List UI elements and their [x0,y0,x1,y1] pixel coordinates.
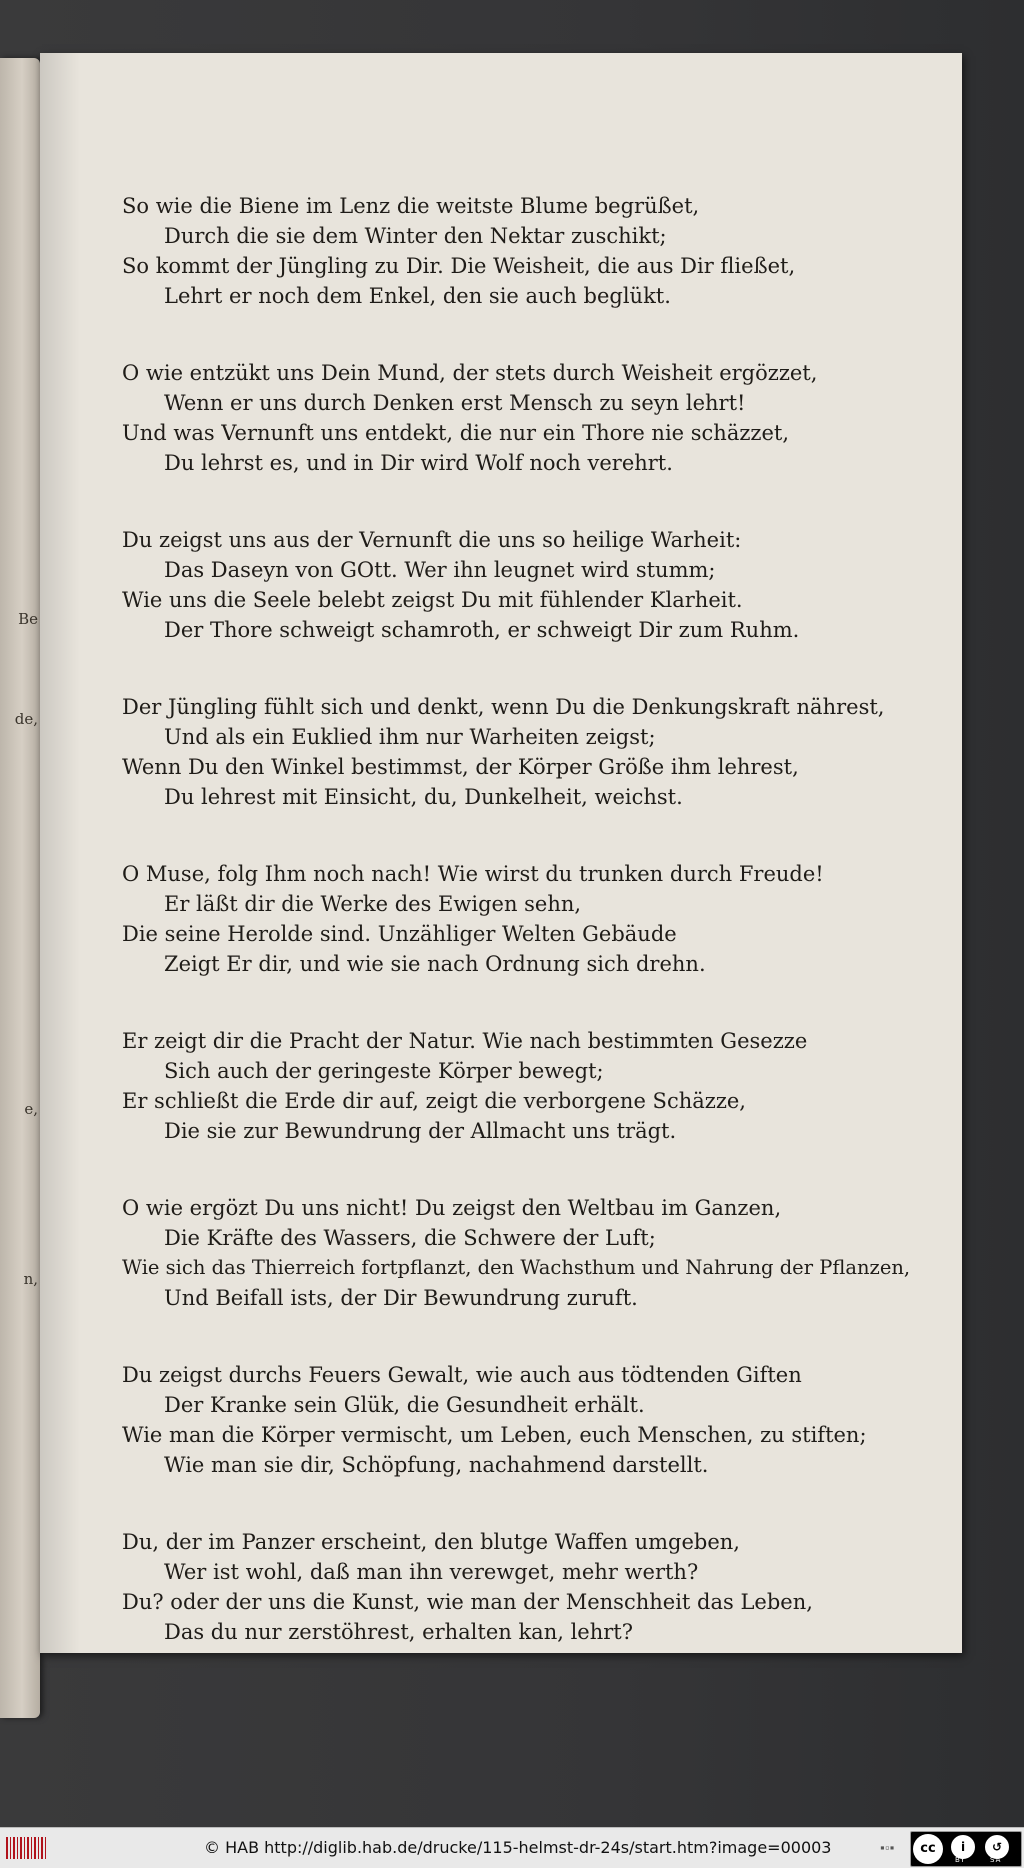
verse-line: Du lehrst es, und in Dir wird Wolf noch verehrt. [164,451,673,475]
book-page [40,53,962,1653]
verse-line: Der Kranke sein Glük, die Gesundheit erhält. [164,1393,645,1417]
verse-line: O wie ergözt Du uns nicht! Du zeigst den Weltbau im Ganzen, [122,1196,782,1220]
attribution-icon: i [951,1835,975,1859]
facing-page-fragment: e, [24,1100,38,1118]
verse-line: Wenn er uns durch Denken erst Mensch zu seyn lehrt! [164,391,746,415]
facing-page-edge [0,58,40,1718]
stanza [122,525,922,645]
verse-line: Du, der im Panzer erscheint, den blutge Waffen umgeben, [122,1530,740,1554]
stanza [122,358,922,478]
cc-license-badge[interactable] [910,1831,1022,1867]
verse-line: O wie entzükt uns Dein Mund, der stets durch Weisheit ergözzet, [122,361,818,385]
verse-line: So wie die Biene im Lenz die weitste Blume begrüßet, [122,194,700,218]
verse-line: Sich auch der geringeste Körper bewegt; [164,1059,604,1083]
verse-line: Er schließt die Erde dir auf, zeigt die verborgene Schäzze, [122,1089,746,1113]
verse-line: O Muse, folg Ihm noch nach! Wie wirst du trunken durch Freude! [122,862,824,886]
verse-line: Wie man sie dir, Schöpfung, nachahmend darstellt. [164,1453,709,1477]
verse-line: Und was Vernunft uns entdekt, die nur ein Thore nie schäzzet, [122,421,790,445]
verse-line: Und Beifall ists, der Dir Bewundrung zuruft. [164,1286,638,1310]
verse-line: Durch die sie dem Winter den Nektar zuschikt; [164,224,667,248]
verse-line: Der Jüngling fühlt sich und denkt, wenn Du die Denkungskraft nährest, [122,695,885,719]
verse-line: Er zeigt dir die Pracht der Natur. Wie nach bestimmten Gesezze [122,1029,808,1053]
verse-line: Du zeigst durchs Feuers Gewalt, wie auch aus tödtenden Giften [122,1363,802,1387]
verse-line: Wie sich das Thierreich fortpflanzt, den Wachsthum und Nahrung der Pflanzen, [122,1256,911,1279]
verse-line: Und als ein Euklied ihm nur Warheiten zeigst; [164,725,656,749]
verse-line: Wie uns die Seele belebt zeigst Du mit fühlender Klarheit. [122,588,743,612]
verse-line: Wer ist wohl, daß man ihn verewget, mehr werth? [164,1560,699,1584]
verse-line: Zeigt Er dir, und wie sie nach Ordnung sich drehn. [164,952,706,976]
hab-logo-icon [6,1837,46,1859]
stanza [122,859,922,979]
verse-line: Wie man die Körper vermischt, um Leben, euch Menschen, zu stiften; [122,1423,867,1447]
verse-line: Du lehrest mit Einsicht, du, Dunkelheit, weichst. [164,785,683,809]
stanza [122,1193,922,1313]
share-alike-icon: ↺ [985,1835,1009,1859]
stanza [122,1360,922,1480]
stanza [122,1026,922,1146]
by-label: BY [955,1856,966,1864]
stanza [122,1527,922,1647]
verse-line: Er läßt dir die Werke des Ewigen sehn, [164,892,582,916]
facing-page-fragment: n, [23,1270,38,1288]
sa-label: SA [990,1856,1002,1864]
verse-line: Das Daseyn von GOtt. Wer ihn leugnet wird stumm; [164,558,716,582]
stanza [122,692,922,812]
stanza [122,191,922,311]
scan-id: ▪▫▪ [880,1843,895,1852]
verse-line: Die Kräfte des Wassers, die Schwere der Luft; [164,1226,656,1250]
viewer-footer [0,1827,1024,1868]
verse-line: Wenn Du den Winkel bestimmst, der Körper Größe ihm lehrest, [122,755,799,779]
verse-line: Du zeigst uns aus der Vernunft die uns so heilige Warheit: [122,528,742,552]
verse-line: So kommt der Jüngling zu Dir. Die Weisheit, die aus Dir fließet, [122,254,796,278]
cc-icon: cc [913,1834,943,1864]
poem [122,191,922,1694]
verse-line: Die sie zur Bewundrung der Allmacht uns trägt. [164,1119,677,1143]
facing-page-fragment: Be [18,610,38,628]
verse-line: Du? oder der uns die Kunst, wie man der Menschheit das Leben, [122,1590,813,1614]
source-url[interactable]: © HAB http://diglib.hab.de/drucke/115-helmst-dr-24s/start.htm?image=00003 [204,1838,832,1857]
verse-line: Das du nur zerstöhrest, erhalten kan, lehrt? [164,1620,633,1644]
verse-line: Die seine Herolde sind. Unzähliger Welten Gebäude [122,922,677,946]
facing-page-fragment: de, [14,710,38,728]
verse-line: Lehrt er noch dem Enkel, den sie auch beglükt. [164,284,671,308]
verse-line: Der Thore schweigt schamroth, er schweigt Dir zum Ruhm. [164,618,800,642]
